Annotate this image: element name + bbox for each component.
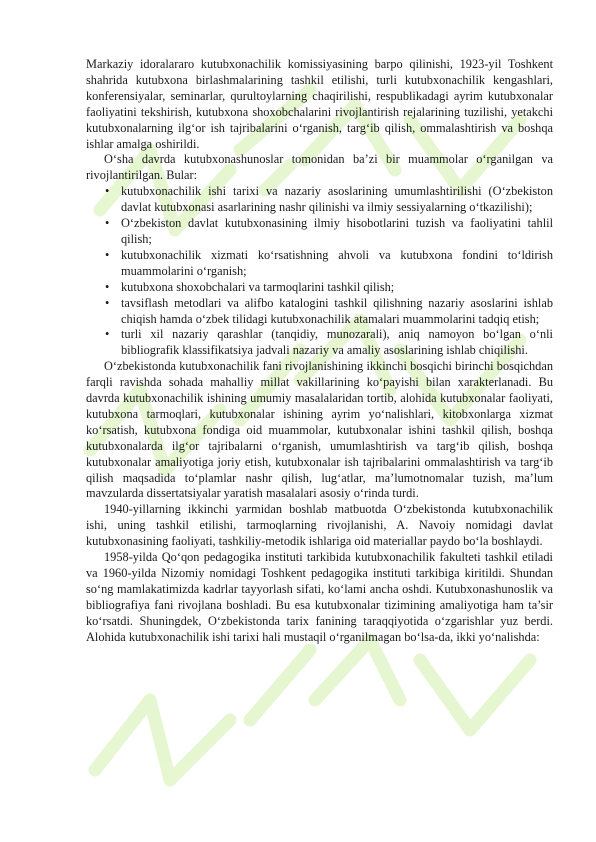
paragraph-1958: 1958-yilda Qo‘qon pedagogika instituti tarkibida kutubxonachilik fakulteti tashkil etiladi va 1960-yilda Nizomiy nomidagi Toshkent pedagogika instituti tarkibiga kiritildi. Shundan so‘ng mamlakatimizda kadrlar tayyorlash sifati, ko‘lami ancha oshdi. Kutubxonashunoslik va bibliografiya fani rivojlana boshladi. Bu esa kutubxonalar tizimining amaliyotiga ham ta’sir ko‘rsatdi. Shuningdek, O‘zbekistonda tarix fanining taraqqiyotida o‘zgarishlar yuz berdi. Alohida kutubxonachilik ishi tarixi hali mustaqil o‘rganilmagan bo‘lsa-da, ikki yo‘nalishda: <box>86 550 553 644</box>
problems-list <box>86 184 553 359</box>
paragraph-intro-problems: O‘sha davrda kutubxonashunoslar tomonidan ba’zi bir muammolar o‘rganilgan va rivojlantirilgan. Bular: <box>86 152 553 183</box>
paragraph-1940s: 1940-yillarning ikkinchi yarmidan boshlab matbuotda O‘zbekistonda kutubxonachilik ishi, uning tashkil etilishi, tarmoqlarning rivojlanishi, A. Navoiy nomidagi davlat kutubxonasining faoliyati, tashkiliy-metodik ishlariga oid materiallar paydo bo‘la boshlaydi. <box>86 502 553 549</box>
list-item: • tavsiflash metodlari va alifbo katalogini tashkil qilishning nazariy asoslarini ishlab chiqish hamda o‘zbek tilidagi kutubxonachilik atamalari muammolarini tadqiq etish; <box>86 296 553 328</box>
list-item: • turli xil nazariy qarashlar (tanqidiy, munozarali), aniq namoyon bo‘lgan o‘nli bibliografik klassifikatsiya jadvali nazariy va amaliy asoslarining ishlab chiqilishi. <box>86 327 553 359</box>
list-item: • kutubxonachilik xizmati ko‘rsatishning ahvoli va kutubxona fondini to‘ldirish muammolarini o‘rganish; <box>86 248 553 280</box>
list-item: • kutubxonachilik ishi tarixi va nazariy asoslarining umumlashtirilishi (O‘zbekiston davlat kutubxonasi asarlarining nashr qilinishi va ilmiy sessiyalarning o‘tkazilishi); <box>86 184 553 216</box>
list-item: • O‘zbekiston davlat kutubxonasining ilmiy hisobotlarini tuzish va faoliyatini tahlil qilish; <box>86 216 553 248</box>
document-page <box>86 57 553 646</box>
paragraph-second-stage: O‘zbekistonda kutubxonachilik fani rivojlanishining ikkinchi bosqichi birinchi bosqichdan farqli ravishda sohada mahalliy millat vakillarining ko‘payishi bilan xarakterlanadi. Bu davrda kutubxonachilik ishining umumiy masalalaridan tortib, alohida kutubxonalar faoliyati, kutubxona tarmoqlari, kutubxonalar ishining ayrim yo‘nalishlari, kitobxonlarga xizmat ko‘rsatish, kutubxona fondiga oid muammolar, kutubxonalar ishini tashkil qilish, boshqa kutubxonalarda ilg‘or tajribalarni o‘rganish, umumlashtirish va targ‘ib qilish, boshqa kutubxonalar amaliyotiga joriy etish, kutubxonalar ish tajribalarini ommalashtirish va targ‘ib qilish maqsadida to‘plamlar nashr qilish, lug‘atlar, ma’lumotnomalar tuzish, ma’lum mavzularda dissertatsiyalar yaratish masalalari asosiy o‘rinda turdi. <box>86 359 553 501</box>
list-item: • kutubxona shoxobchalari va tarmoqlarini tashkil qilish; <box>86 280 553 296</box>
paragraph-commission: Markaziy idoralararo kutubxonachilik komissiyasining barpo qilinishi, 1923-yil Toshkent shahrida kutubxona birlashmalarining tashkil etilishi, turli kutubxonachilik kengashlari, konferensiyalar, seminarlar, qurultoylarning chaqirilishi, respublikadagi ayrim kutubxonalar faoliyatini tekshirish, kutubxona shoxobchalarini rivojlantirish rejalarining tuzilishi, yetakchi kutubxonalarning ilg‘or ish tajribalarini o‘rganish, targ‘ib qilish, ommalashtirish va boshqa ishlar amalga oshirildi. <box>86 57 553 151</box>
